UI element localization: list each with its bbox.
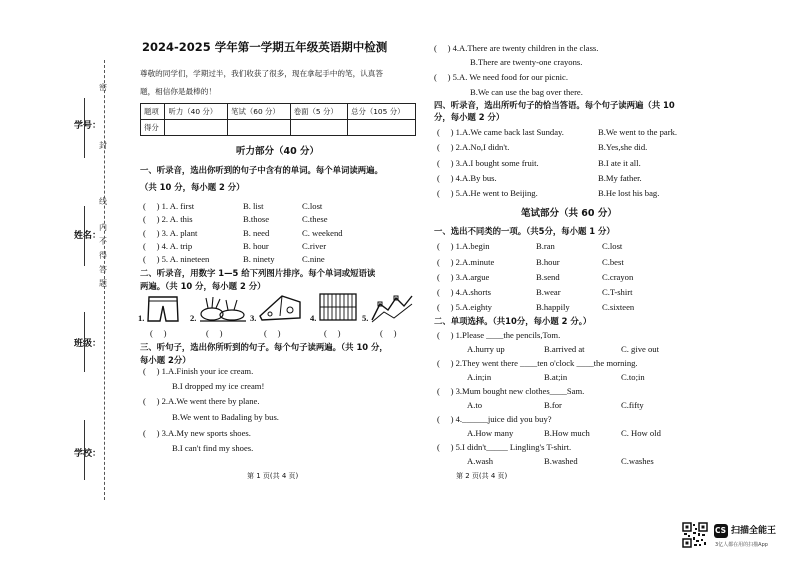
s1-q3: ( ) 3. A. plant [143, 228, 198, 238]
s6-q1: ( ) 1.Please ____the pencils,Tom. [437, 330, 561, 340]
s1-q5-b: B. ninety [243, 254, 275, 264]
cheese-icon [256, 292, 304, 324]
pic-answer-1[interactable]: ( ) [150, 328, 167, 338]
s4-q1-b: B.We went to the park. [598, 127, 678, 137]
notice-line-2: 题，相信你是最棒的！ [140, 87, 216, 96]
pic-num-2: 2. [190, 313, 197, 323]
student-id-line [84, 98, 85, 158]
section5-title: 一、选出不同类的一项。（共5分，每小题 1 分） [434, 226, 615, 236]
pic-num-3: 3. [250, 313, 257, 323]
s5-q1-c: C.lost [602, 241, 623, 251]
s1-q4-b: B. hour [243, 241, 269, 251]
section3-title: 三、听句子，选出你所听到的句子。每个句子读两遍。（共 10 分， [140, 342, 388, 352]
s1-q1: ( ) 1. A. first [143, 201, 195, 211]
written-section-title: 笔试部分（共 60 分） [521, 208, 617, 219]
class-line [84, 312, 85, 372]
seal-char: 线 [99, 197, 107, 206]
s5-q3-a: ( ) 3.A.argue [437, 272, 490, 282]
score-cell[interactable] [165, 120, 228, 136]
s6-q2-b: B.at;in [544, 372, 568, 382]
school-label: 学校： [74, 449, 102, 459]
s4-q2-a: ( ) 2.A.No,I didn't. [437, 142, 510, 152]
listening-section-title: 听力部分（40 分） [236, 146, 320, 157]
s5-q2-c: C.best [602, 257, 624, 267]
seal-char: 封 [99, 141, 107, 150]
section2-title: 二、听录音，用数字 1—5 给下列图片排序。每个单词或短语读 [140, 268, 376, 278]
student-id-label: 学号： [74, 121, 102, 131]
app-badge [714, 524, 728, 538]
s6-q4-b: B.How much [544, 428, 590, 438]
s1-q5-c: C.nine [302, 254, 325, 264]
s4-q4-b: B.My father. [598, 173, 642, 183]
s6-q5-a: A.wash [467, 456, 494, 466]
pic-answer-4[interactable]: ( ) [324, 328, 341, 338]
s5-q1-b: B.ran [536, 241, 555, 251]
s3-q1-a: ( ) 1.A.Finish your ice cream. [143, 366, 254, 376]
s4-q4-a: ( ) 4.A.By bus. [437, 173, 497, 183]
name-line [84, 206, 85, 266]
s4-q5-b: B.He lost his bag. [598, 188, 660, 198]
s6-q1-a: A.hurry up [467, 344, 505, 354]
s6-q4-c: C. How old [621, 428, 661, 438]
s1-q3-b: B. need [243, 228, 270, 238]
s1-q3-c: C. weekend [302, 228, 343, 238]
class-label: 班级： [74, 339, 102, 349]
page-title: 2024-2025 学年第一学期五年级英语期中检测 [142, 40, 388, 54]
section2-points: 两遍。（共 10 分，每小题 2 分） [140, 281, 266, 291]
app-slogan: 3亿人都在用的扫描App [715, 542, 768, 548]
seal-char: 密 [99, 83, 107, 92]
bookshelf-icon [318, 290, 358, 324]
s3-q5-a: ( ) 5.A. We need food for our picnic. [434, 72, 568, 82]
s6-q5-b: B.washed [544, 456, 578, 466]
s6-q2-c: C.to;in [621, 372, 645, 382]
s6-q5-c: C.washes [621, 456, 654, 466]
s5-q2-b: B.hour [536, 257, 560, 267]
s5-q4-a: ( ) 4.A.shorts [437, 287, 491, 297]
s4-q5-a: ( ) 5.A.He went to Beijing. [437, 188, 538, 198]
s5-q1-a: ( ) 1.A.begin [437, 241, 490, 251]
section4-title: 四、听录音，选出所听句子的恰当答语。每个句子读两遍（共 10 [434, 100, 675, 110]
s5-q5-b: B.happily [536, 302, 570, 312]
s5-q5-a: ( ) 5.A.eighty [437, 302, 492, 312]
s6-q1-b: B.arrived at [544, 344, 585, 354]
page1-footer: 第 1 页(共 4 页) [247, 472, 299, 480]
s1-q4: ( ) 4. A. trip [143, 241, 193, 251]
pic-answer-3[interactable]: ( ) [264, 328, 281, 338]
s1-q1-c: C.lost [302, 201, 323, 211]
section4-points: 分，每小题 2 分） [434, 112, 505, 122]
seal-char: 答 [99, 265, 107, 274]
score-header-cell: 听力（40 分） [165, 104, 228, 120]
pic-num-5: 5. [362, 313, 369, 323]
s5-q4-b: B.wear [536, 287, 561, 297]
s1-q1-b: B. list [243, 201, 264, 211]
s5-q4-c: C.T-shirt [602, 287, 633, 297]
s5-q3-c: C.crayon [602, 272, 634, 282]
s1-q4-c: C.river [302, 241, 327, 251]
s3-q3-a: ( ) 3.A.My new sports shoes. [143, 428, 251, 438]
s4-q3-b: B.I ate it all. [598, 158, 641, 168]
score-header-cell: 总分（105 分） [348, 104, 416, 120]
seal-char: 不 [99, 237, 107, 246]
s6-q2-a: A.in;in [467, 372, 492, 382]
s1-q5: ( ) 5. A. nineteen [143, 254, 210, 264]
page2-footer: 第 2 页(共 4 页) [456, 472, 508, 480]
score-cell[interactable] [228, 120, 291, 136]
s4-q3-a: ( ) 3.A.I bought some fruit. [437, 158, 539, 168]
score-cell[interactable] [290, 120, 347, 136]
s6-q4: ( ) 4.______juice did you buy? [437, 414, 552, 424]
s3-q4-a: ( ) 4.A.There are twenty children in the class. [434, 43, 599, 53]
seal-char: 内 [99, 223, 107, 232]
s6-q3: ( ) 3.Mum bought new clothes____Sam. [437, 386, 585, 396]
shorts-icon [146, 294, 180, 324]
notice-line-1: 尊敬的同学们，学期过半，我们收获了很多，现在拿起手中的笔，认真答 [140, 69, 383, 78]
s4-q2-b: B.Yes,she did. [598, 142, 648, 152]
s5-q3-b: B.send [536, 272, 560, 282]
s6-q1-c: C. give out [621, 344, 659, 354]
pic-num-1: 1. [138, 313, 145, 323]
score-header-cell: 题项 [141, 104, 165, 120]
score-row-label: 得分 [141, 120, 165, 136]
score-table [140, 103, 416, 136]
pic-answer-2[interactable]: ( ) [206, 328, 223, 338]
app-badge-text: CS [715, 526, 727, 535]
s3-q1-b: B.I dropped my ice cream! [172, 381, 265, 391]
score-cell[interactable] [348, 120, 416, 136]
s3-q4-b: B.There are twenty-one crayons. [470, 57, 583, 67]
s5-q5-c: C.sixteen [602, 302, 635, 312]
s5-q2-a: ( ) 2.A.minute [437, 257, 495, 267]
section1-points: （共 10 分，每小题 2 分） [140, 182, 245, 192]
section6-title: 二、单项选择。（共10分，每小题 2 分。） [434, 316, 592, 326]
app-name: 扫描全能王 [731, 526, 777, 536]
s3-q2-a: ( ) 2.A.We went there by plane. [143, 396, 260, 406]
s6-q3-a: A.to [467, 400, 483, 410]
s6-q5: ( ) 5.I didn't_____ Lingling's T-shirt. [437, 442, 572, 452]
name-label: 姓名： [74, 231, 102, 241]
s3-q2-b: B.We went to Badaling by bus. [172, 412, 279, 422]
pic-answer-5[interactable]: ( ) [380, 328, 397, 338]
s6-q4-a: A.How many [467, 428, 514, 438]
section1-title: 一、听录音，选出你听到的句子中含有的单词。每个单词读两遍。 [140, 165, 383, 175]
s1-q2: ( ) 2. A. this [143, 214, 193, 224]
s3-q5-b: B.We can use the bag over there. [470, 87, 583, 97]
s6-q2: ( ) 2.They went there ____ten o'clock ____the morning. [437, 358, 638, 368]
score-header-cell: 卷面（5 分） [290, 104, 347, 120]
section3-points: 每小题 2分） [140, 355, 191, 365]
great-wall-icon [370, 290, 414, 324]
seal-char: 得 [99, 251, 107, 260]
pic-num-4: 4. [310, 313, 317, 323]
school-line [84, 420, 85, 480]
seal-char: 题 [99, 279, 107, 288]
s3-q3-b: B.I can't find my shoes. [172, 443, 254, 453]
s4-q1-a: ( ) 1.A.We came back last Sunday. [437, 127, 564, 137]
qr-code-icon [682, 522, 708, 548]
vegetables-icon [198, 294, 248, 324]
s1-q2-c: C.these [302, 214, 328, 224]
s6-q3-b: B.for [544, 400, 562, 410]
s1-q2-b: B.those [243, 214, 270, 224]
score-header-cell: 笔试（60 分） [228, 104, 291, 120]
s6-q3-c: C.fifty [621, 400, 644, 410]
